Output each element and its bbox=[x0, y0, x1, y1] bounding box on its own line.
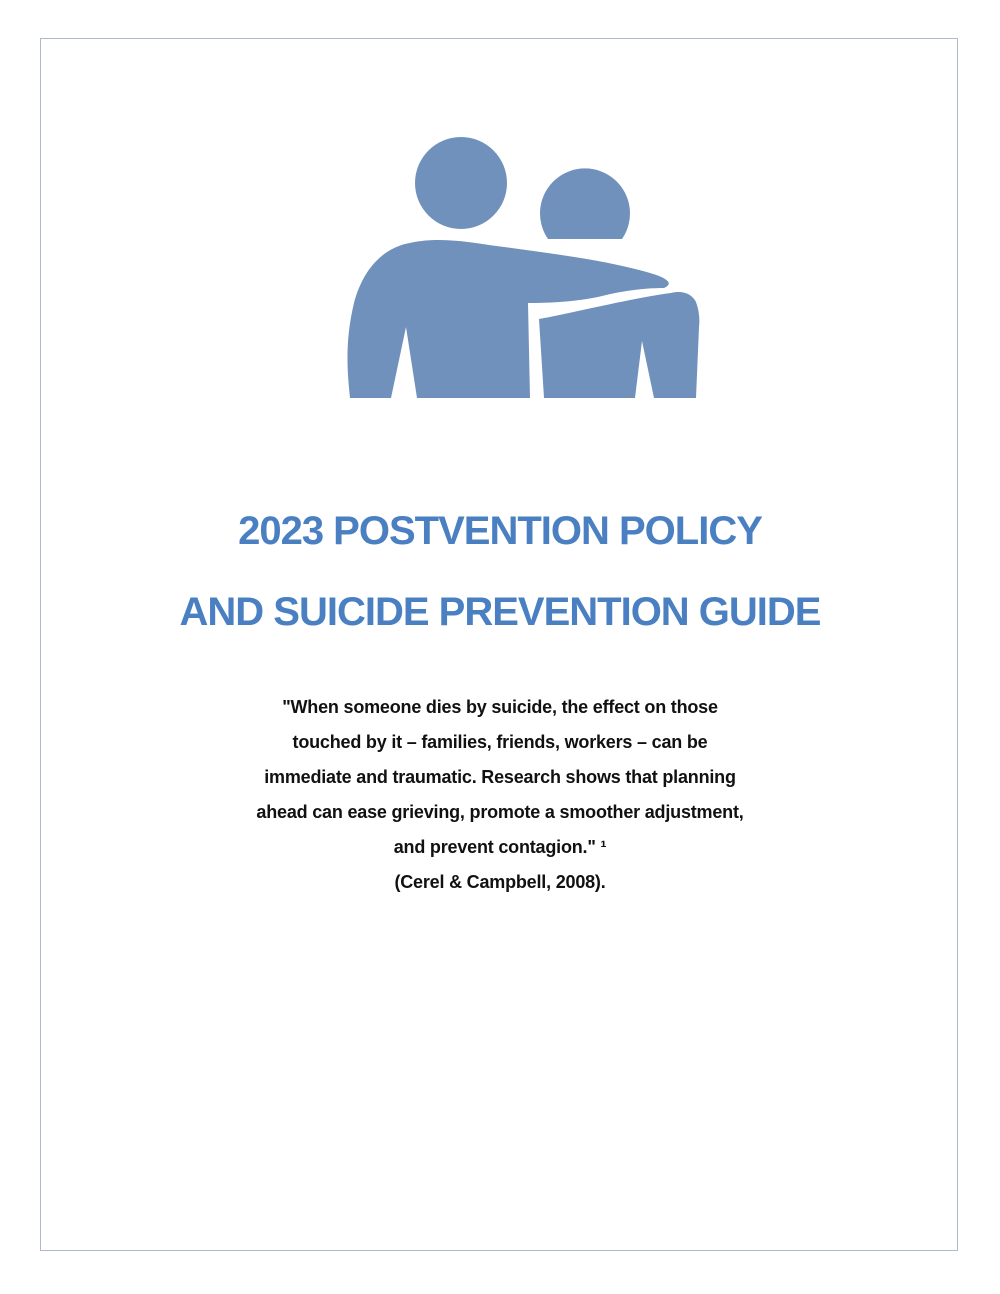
quote-citation: (Cerel & Campbell, 2008). bbox=[394, 872, 606, 892]
quote-line-5: and prevent contagion." ¹ bbox=[393, 837, 607, 857]
quote-line-2: touched by it – families, friends, workers – can be bbox=[292, 732, 708, 752]
quote-block bbox=[0, 690, 1000, 900]
title-line-2: AND SUICIDE PREVENTION GUIDE bbox=[179, 590, 821, 634]
quote-line-1: "When someone dies by suicide, the effect on those bbox=[282, 697, 718, 717]
title-line-1: 2023 POSTVENTION POLICY bbox=[238, 509, 762, 553]
right-person-body bbox=[539, 292, 699, 398]
quote-line-3: immediate and traumatic. Research shows that planning bbox=[264, 767, 736, 787]
quote-line-4: ahead can ease grieving, promote a smoother adjustment, bbox=[256, 802, 744, 822]
consoling-people-icon bbox=[347, 135, 701, 399]
right-person-head bbox=[540, 168, 630, 239]
left-person-head bbox=[415, 137, 507, 229]
